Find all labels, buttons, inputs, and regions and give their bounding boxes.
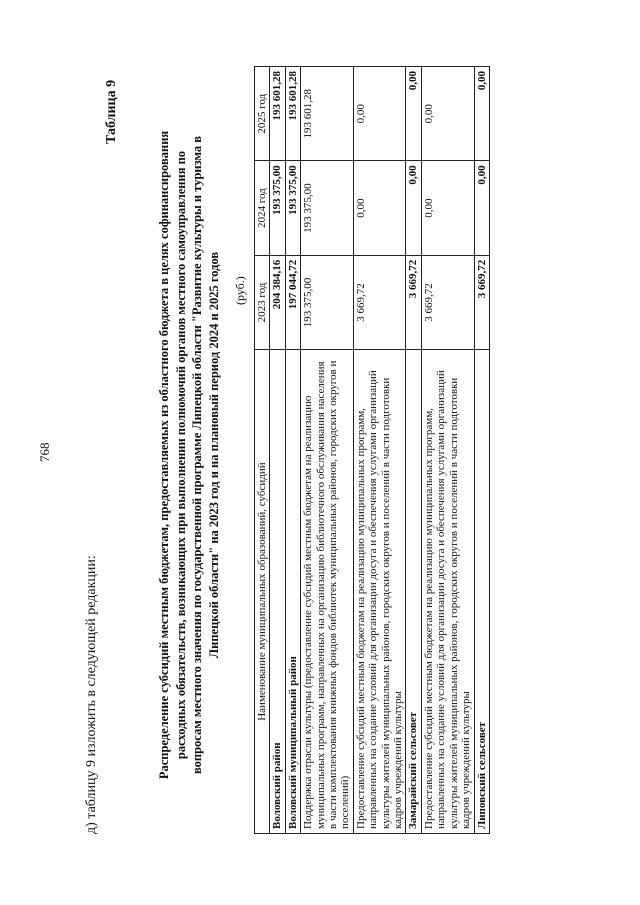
row-2025: 193 601,28 xyxy=(301,67,354,161)
row-2024: 193 375,00 xyxy=(301,161,354,255)
row-2023: 3 669,72 xyxy=(353,255,406,349)
row-name: Предоставление субсидий местным бюджетам на реализацию муниципальных программ, направленных на создание условий для организации досуга и обеспечения услугами организаций культуры жителей муниципальных районов, городских округов и поселений в части подготовки кадров учреждений культуры xyxy=(421,350,474,834)
row-2024: 193 375,00 xyxy=(285,161,300,255)
row-name: Липовский сельсовет xyxy=(474,350,489,834)
row-name: Поддержка отрасли культуры (предоставление субсидий местным бюджетам на реализацию муниципальных программ, направленных на организацию библиотечного обслуживания населения в части комплектования книжных фондов библиотек муниципальных районов, городских округов и поселений) xyxy=(301,350,354,834)
row-2024: 193 375,00 xyxy=(270,161,285,255)
row-2023: 197 044,72 xyxy=(285,255,300,349)
table-row-culture-support xyxy=(301,67,354,834)
header-2023: 2023 год xyxy=(255,255,270,349)
page-number: 768 xyxy=(37,442,52,462)
header-2024: 2024 год xyxy=(255,161,270,255)
table-label: Таблица 9 xyxy=(104,79,119,144)
header-2025: 2025 год xyxy=(255,67,270,161)
row-2023: 193 375,00 xyxy=(301,255,354,349)
row-2024: 0,00 xyxy=(421,161,474,255)
row-2025: 193 601,28 xyxy=(285,67,300,161)
table-row-staff-training-zamaraisky xyxy=(421,67,474,834)
row-2023: 3 669,72 xyxy=(421,255,474,349)
row-2025: 0,00 xyxy=(406,67,421,161)
row-2025: 0,00 xyxy=(353,67,406,161)
row-2025: 0,00 xyxy=(474,67,489,161)
intro-text: д) таблицу 9 изложить в следующей редакции: xyxy=(84,555,99,834)
row-name: Предоставление субсидий местным бюджетам на реализацию муниципальных программ, направленных на создание условий для организации досуга и обеспечения услугами организаций культуры жителей муниципальных районов, городских округов и поселений в части подготовки кадров учреждений культуры xyxy=(353,350,406,834)
row-2023: 204 384,16 xyxy=(270,255,285,349)
row-name: Замарайский сельсовет xyxy=(406,350,421,834)
table-title: Распределение субсидий местным бюджетам, предоставляемых из областного бюджета в целях софинансирования расходных обязательств, возникающих при выполнении полномочий органов местного самоуправления по вопросам местного значения по государственной программе Липецкой области "Развитие культуры и туризма в Липецкой области" на 2023 год и на плановый период 2024 и 2025 годов xyxy=(157,130,221,780)
header-name: Наименование муниципальных образований, субсидий xyxy=(255,350,270,834)
table-row-lipovsky xyxy=(474,67,489,834)
table-row-staff-training xyxy=(353,67,406,834)
row-2023: 3 669,72 xyxy=(474,255,489,349)
row-2023: 3 669,72 xyxy=(406,255,421,349)
row-name: Воловский район xyxy=(270,350,285,834)
header-row xyxy=(255,67,270,834)
row-2025: 0,00 xyxy=(421,67,474,161)
row-name: Воловский муниципальный район xyxy=(285,350,300,834)
subsidies-table xyxy=(254,66,490,834)
table-row-volovsky-municipal xyxy=(285,67,300,834)
table-row-zamaraisky xyxy=(406,67,421,834)
table-row-volovsky-raion xyxy=(270,67,285,834)
unit-label: (руб.) xyxy=(233,276,247,305)
row-2025: 193 601,28 xyxy=(270,67,285,161)
row-2024: 0,00 xyxy=(406,161,421,255)
row-2024: 0,00 xyxy=(353,161,406,255)
row-2024: 0,00 xyxy=(474,161,489,255)
